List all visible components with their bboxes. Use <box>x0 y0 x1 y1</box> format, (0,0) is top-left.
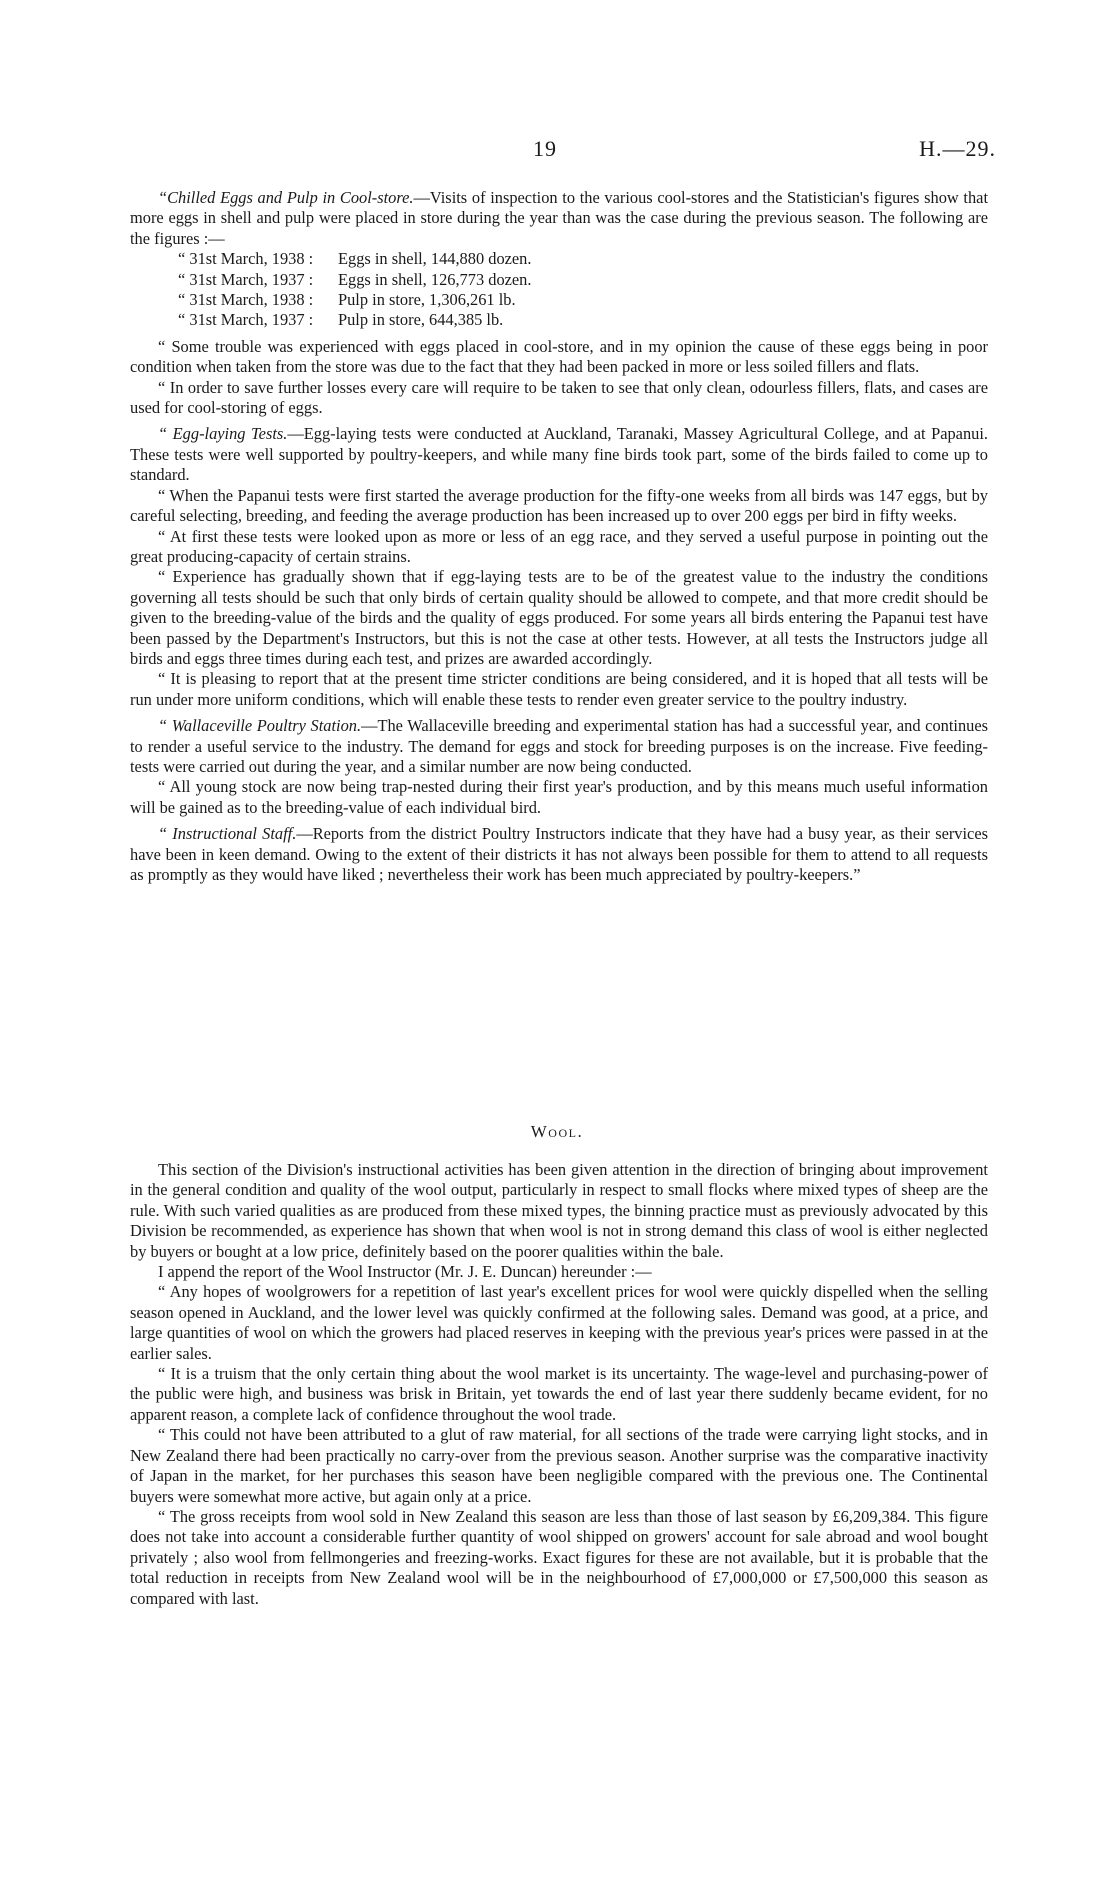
heading-instructional-staff: “ Instructional Staff. <box>158 824 297 844</box>
paragraph-egg-race: “ At first these tests were looked upon as more or less of an egg race, and they served a useful purpose in pointing out the great producing-capacity of certain strains. <box>130 526 988 566</box>
paragraph-young-stock: “ All young stock are now being trap-nested during their first year's production, and by this means much useful information will be gained as to the breeding-value of each individual bird. <box>130 777 988 817</box>
paragraph-wool-receipts: “ The gross receipts from wool sold in New Zealand this season are less than those of last season by £6,209,384. This figure does not take into account a considerable further quantity of wool shipped on growers' account for sale abroad and wool bought privately ; also wool from fellmongeries and freezing-works. Exact figures for these are not available, but it is probable that the total reduction in receipts from New Zealand wool will be in the neighbourhood of £7,000,000 or £7,500,000 this season as compared with last. <box>130 1506 988 1608</box>
paragraph-wool-glut: “ This could not have been attributed to a glut of raw material, for all sections of the trade were carrying light stocks, and in New Zealand there had been practically no carry-over from the previous season. Another surprise was the comparative inactivity of Japan in the market, for her purchases this season have been negligible compared with the previous one. The Continental buyers were somewhat more active, but again only at a price. <box>130 1425 988 1506</box>
paragraph-wool-truism: “ It is a truism that the only certain thing about the wool market is its uncertainty. The wage-level and purchasing-power of the public were high, and business was brisk in Britain, yet towards the end of last year there suddenly became evident, for no apparent reason, a complete lack of confidence throughout the wool trade. <box>130 1364 988 1424</box>
page-header <box>0 136 1114 166</box>
document-reference: H.—29. <box>919 136 996 161</box>
figure-line: “ 31st March, 1937 : Eggs in shell, 126,773 dozen. <box>178 269 532 289</box>
page-number: 19 <box>533 136 557 161</box>
paragraph-trouble: “ Some trouble was experienced with eggs placed in cool-store, and in my opinion the cause of these eggs being in poor condition when taken from the store was due to the fact that they had been packed in more or less soiled fillers and flats. <box>130 336 988 377</box>
paragraph-egg-laying-tests: “ Egg-laying Tests.—Egg-laying tests were conducted at Auckland, Taranaki, Massey Agricultural College, and at Papanui. These tests were well supported by poultry-keepers, and while many fine birds took part, some of the birds failed to come up to standard. <box>130 424 988 485</box>
paragraph-pleasing: “ It is pleasing to report that at the present time stricter conditions are being considered, and it is hoped that all tests will be run under more uniform conditions, which will enable these tests to render even greater service to the poultry industry. <box>130 669 988 709</box>
cool-store-figures <box>130 249 988 331</box>
figure-line: “ 31st March, 1938 : Eggs in shell, 144,880 dozen. <box>178 249 532 269</box>
paragraph-wool-report: I append the report of the Wool Instructor (Mr. J. E. Duncan) hereunder :— <box>158 1262 652 1282</box>
paragraph-papanui: “ When the Papanui tests were first started the average production for the fifty-one weeks from all birds was 147 eggs, but by careful selecting, breeding, and feeding the average production has been increased up to over 200 eggs per bird in fifty weeks. <box>130 485 988 526</box>
heading-chilled-eggs: “Chilled Eggs and Pulp in Cool-store. <box>158 188 414 207</box>
paragraph-experience: “ Experience has gradually shown that if egg-laying tests are to be of the greatest value to the industry the conditions governing all tests should be such that only birds of certain quality should be allowed to compete, and that more credit should be given to the breeding-value of the birds and the quality of eggs produced. For some years all birds entering the Papanui test have been passed by the Department's Instructors, but this is not the case at other tests. However, at all tests the Instructors judge all birds and eggs three times during each test, and prizes are awarded accordingly. <box>130 567 988 668</box>
paragraph-instructional-staff: “ Instructional Staff.—Reports from the district Poultry Instructors indicate that they have had a busy year, as their services have been in keen demand. Owing to the extent of their districts it has not always been possible for them to attend to all requests as promptly as they would have liked ; nevertheless their work has been much appreciated by poultry-keepers.” <box>130 824 988 884</box>
paragraph-save-losses: “ In order to save further losses every care will require to be taken to see that only clean, odourless fillers, flats, and cases are used for cool-storing of eggs. <box>130 377 988 418</box>
heading-wallaceville: “ Wallaceville Poultry Station. <box>158 716 362 736</box>
poultry-report-section <box>130 188 988 885</box>
paragraph-wool-prices: “ Any hopes of woolgrowers for a repetition of last year's excellent prices for wool were quickly dispelled when the selling season opened in Auckland, and the lower level was quickly confirmed at the following sales. Demand was good, at a price, and large quantities of wool on which the growers had placed reserves in keeping with the previous year's prices were passed in at the earlier sales. <box>130 1282 988 1363</box>
paragraph-wool-intro: This section of the Division's instructional activities has been given attention in the direction of bringing about improvement in the general condition and quality of the wool output, particularly in respect to small flocks where mixed types of sheep are the rule. With such varied qualities as are produced from these mixed types, the binning practice must as previously advocated by this Division be recommended, as experience has shown that when wool is not in strong demand this class of wool is either neglected by buyers or bought at a low price, definitely based on the poorer qualities within the bale. <box>130 1160 988 1261</box>
figure-line: “ 31st March, 1937 : Pulp in store, 644,385 lb. <box>178 310 504 330</box>
wool-section <box>130 1160 988 1609</box>
paragraph-chilled-eggs: “Chilled Eggs and Pulp in Cool-store.—Visits of inspection to the various cool-stores and the Statistician's figures show that more eggs in shell and pulp were placed in store during the year than was the case during the previous season. The following are the figures :— <box>130 188 988 248</box>
section-heading-wool: Wool. <box>530 1122 584 1141</box>
heading-egg-laying-tests: “ Egg-laying Tests. <box>158 424 288 444</box>
figure-line: “ 31st March, 1938 : Pulp in store, 1,306,261 lb. <box>178 290 516 310</box>
paragraph-wallaceville: “ Wallaceville Poultry Station.—The Wallaceville breeding and experimental station has had a successful year, and continues to render a useful service to the industry. The demand for eggs and stock for breeding purposes is on the increase. Five feeding-tests were carried out during the year, and a similar number are now being conducted. <box>130 716 988 776</box>
